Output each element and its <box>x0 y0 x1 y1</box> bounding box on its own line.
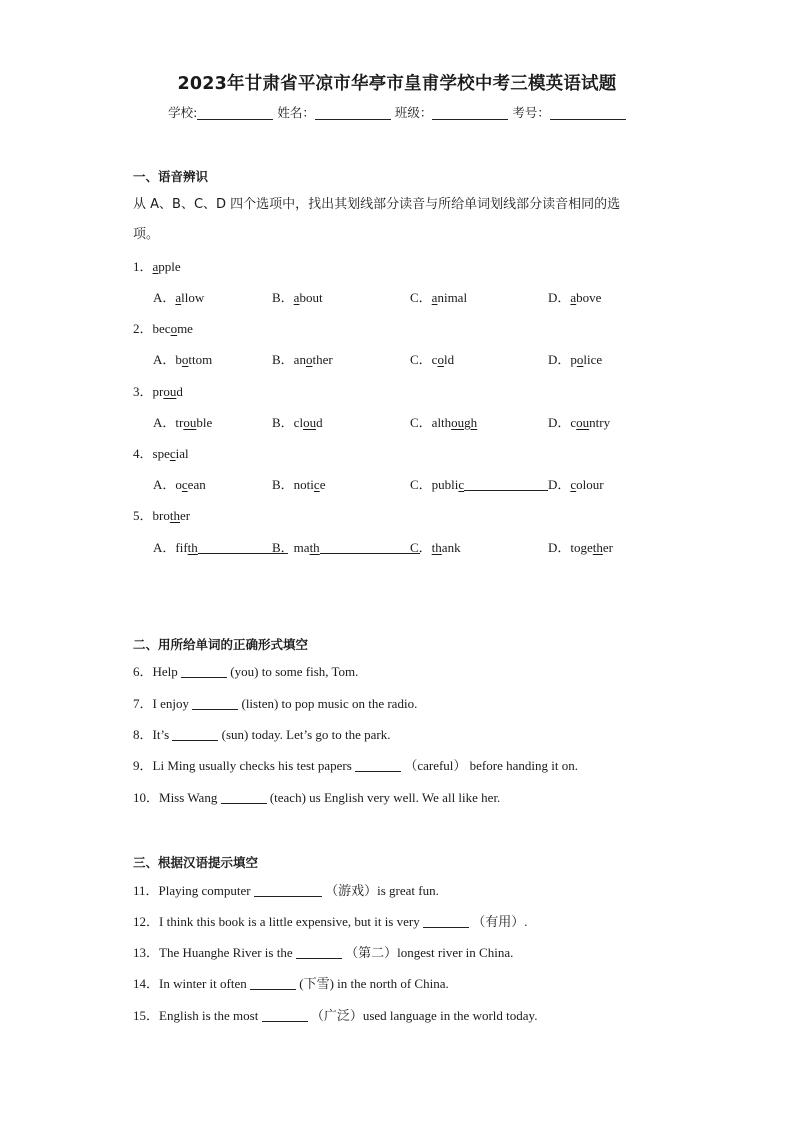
word-part: an <box>293 352 306 367</box>
underlined-part: a <box>152 259 159 274</box>
answer-blank[interactable] <box>192 697 238 710</box>
section-3-heading: 三、根据汉语提示填空 <box>133 855 259 870</box>
question-1 <box>133 256 181 275</box>
word-part: er <box>179 508 191 523</box>
underlined-part: ough <box>451 415 478 430</box>
word-part: d <box>316 415 323 430</box>
option-label: B． <box>272 540 294 555</box>
underlined-part: c <box>570 477 577 492</box>
option-label: D． <box>548 540 571 555</box>
underlined-part: o <box>181 352 189 367</box>
question-text: (you) to some fish, Tom. <box>227 664 359 679</box>
underlined-part: o <box>576 352 584 367</box>
answer-blank[interactable] <box>172 728 218 741</box>
word-part: cl <box>293 415 304 430</box>
question-5 <box>133 505 190 524</box>
question-number: 5． <box>133 508 153 523</box>
question-text: （广泛）used language in the world today. <box>307 1008 538 1023</box>
option-2-A[interactable] <box>153 349 212 368</box>
option-label: B． <box>272 415 294 430</box>
word-part: noti <box>293 477 314 492</box>
class-label: 班级： <box>394 105 433 120</box>
option-5-D[interactable] <box>548 537 613 556</box>
option-label: C． <box>410 540 432 555</box>
answer-blank[interactable] <box>254 884 322 897</box>
answer-blank[interactable] <box>320 541 420 554</box>
underlined-part: c <box>181 477 188 492</box>
underlined-part: ou <box>576 415 590 430</box>
option-label: A． <box>153 477 176 492</box>
answer-blank[interactable] <box>423 915 469 928</box>
word-part: llow <box>181 290 205 305</box>
underlined-part: ou <box>163 384 177 399</box>
underlined-part: c <box>458 477 465 492</box>
word-part: spe <box>152 446 170 461</box>
question-number: 9． <box>133 758 153 773</box>
class-field[interactable] <box>432 105 508 120</box>
question-4 <box>133 443 189 462</box>
section-1-instruction-line2: 项。 <box>133 227 160 242</box>
underlined-part: ou <box>183 415 197 430</box>
option-label: B． <box>272 352 294 367</box>
option-4-B[interactable] <box>272 474 325 493</box>
question-text: Li Ming usually checks his test papers <box>152 758 356 773</box>
underlined-part: th <box>592 540 603 555</box>
question-number: 11． <box>133 883 159 898</box>
question-number: 7． <box>133 696 153 711</box>
school-field[interactable] <box>197 105 273 120</box>
page-title: 2023年甘肃省平凉市华亭市皇甫学校中考三模英语试题 <box>177 74 617 94</box>
word-part: er <box>602 540 614 555</box>
word-part: ntry <box>589 415 611 430</box>
question-number: 4． <box>133 446 153 461</box>
underlined-part: a <box>175 290 182 305</box>
underlined-part: ou <box>303 415 317 430</box>
option-label: C． <box>410 477 432 492</box>
word-part: lice <box>583 352 603 367</box>
word-part: ean <box>187 477 206 492</box>
fill-question-1 <box>133 661 358 680</box>
option-label: B． <box>272 477 294 492</box>
answer-blank[interactable] <box>464 478 548 491</box>
fill-question-3 <box>133 724 390 743</box>
option-label: C． <box>410 352 432 367</box>
option-label: B． <box>272 290 294 305</box>
word-part: nimal <box>437 290 468 305</box>
option-1-B[interactable] <box>272 287 323 306</box>
option-3-A[interactable] <box>153 412 212 431</box>
question-number: 14． <box>133 976 160 991</box>
option-5-B[interactable] <box>272 537 420 556</box>
option-2-B[interactable] <box>272 349 333 368</box>
question-text: （游戏）is great fun. <box>321 883 439 898</box>
option-4-C[interactable] <box>410 474 548 493</box>
question-number: 12． <box>133 914 160 929</box>
word-part: o <box>175 477 182 492</box>
hint-question-5 <box>133 1005 537 1024</box>
question-number: 13． <box>133 945 160 960</box>
underlined-part: c <box>169 446 176 461</box>
question-number: 2． <box>133 321 153 336</box>
underlined-part: th <box>431 540 442 555</box>
option-4-A[interactable] <box>153 474 206 493</box>
word-part: ank <box>441 540 461 555</box>
option-2-C[interactable] <box>410 349 454 368</box>
word-part: olour <box>576 477 604 492</box>
question-3 <box>133 381 183 400</box>
word-part: tr <box>175 415 184 430</box>
answer-blank[interactable] <box>250 977 296 990</box>
question-text: English is the most <box>159 1008 262 1023</box>
underlined-part: a <box>570 290 577 305</box>
question-text: Miss Wang <box>159 790 221 805</box>
option-label: D． <box>548 415 571 430</box>
word-part: c <box>570 415 577 430</box>
question-text: Playing computer <box>158 883 254 898</box>
answer-blank[interactable] <box>221 791 267 804</box>
question-text: In winter it often <box>159 976 250 991</box>
option-label: D． <box>548 290 571 305</box>
question-number: 15． <box>133 1008 160 1023</box>
option-4-D[interactable] <box>548 474 604 493</box>
word-part: publi <box>431 477 459 492</box>
word-part: pr <box>152 384 164 399</box>
question-number: 8． <box>133 727 153 742</box>
school-label: 学校: <box>168 105 198 120</box>
underlined-part: th <box>169 508 180 523</box>
fill-question-4 <box>133 755 578 774</box>
hint-question-2 <box>133 911 527 930</box>
question-number: 10． <box>133 790 160 805</box>
answer-blank[interactable] <box>181 665 227 678</box>
fill-question-2 <box>133 693 417 712</box>
option-3-B[interactable] <box>272 412 323 431</box>
underlined-part: a <box>431 290 438 305</box>
answer-blank[interactable] <box>355 759 401 772</box>
underlined-part: a <box>293 290 300 305</box>
option-5-C[interactable] <box>410 537 461 556</box>
option-label: A． <box>153 415 176 430</box>
question-number: 3． <box>133 384 153 399</box>
question-text: It’s <box>152 727 173 742</box>
question-text: I enjoy <box>152 696 193 711</box>
word-part: pple <box>158 259 181 274</box>
answer-blank[interactable] <box>296 946 342 959</box>
section-1-instruction-line1: 从 A、B、C、D 四个选项中，找出其划线部分读音与所给单词划线部分读音相同的选 <box>133 197 621 212</box>
option-label: C． <box>410 415 432 430</box>
word-part: ma <box>293 540 310 555</box>
option-1-A[interactable] <box>153 287 204 306</box>
question-text: （有用）. <box>468 914 528 929</box>
question-text: Help <box>152 664 182 679</box>
word-part: bove <box>576 290 602 305</box>
option-label: A． <box>153 290 176 305</box>
option-label: D． <box>548 352 571 367</box>
word-part: ther <box>312 352 333 367</box>
option-label: C． <box>410 290 432 305</box>
question-text: (sun) today. Let’s go to the park. <box>218 727 391 742</box>
underlined-part: o <box>170 321 178 336</box>
question-text: (listen) to pop music on the radio. <box>238 696 418 711</box>
fill-question-5 <box>133 787 500 806</box>
question-number: 6． <box>133 664 153 679</box>
question-text: （第二）longest river in China. <box>341 945 514 960</box>
underlined-part: th <box>187 540 198 555</box>
number-field[interactable] <box>550 105 626 120</box>
word-part: fif <box>175 540 188 555</box>
option-1-D[interactable] <box>548 287 601 306</box>
word-part: ial <box>175 446 189 461</box>
word-part: bout <box>299 290 323 305</box>
hint-question-3 <box>133 942 513 961</box>
word-part: e <box>319 477 326 492</box>
underlined-part: o <box>305 352 313 367</box>
hint-question-4 <box>133 973 449 992</box>
section-1-heading: 一、语音辨识 <box>133 169 209 184</box>
word-part: c <box>431 352 438 367</box>
question-text: （careful） before handing it on. <box>401 758 578 773</box>
word-part: alth <box>431 415 452 430</box>
underlined-part: th <box>309 540 320 555</box>
question-text: (teach) us English very well. We all like her. <box>266 790 501 805</box>
option-3-C[interactable] <box>410 412 477 431</box>
answer-blank[interactable] <box>262 1009 308 1022</box>
question-number: 1． <box>133 259 153 274</box>
underlined-part: o <box>437 352 444 367</box>
word-part: toge <box>570 540 593 555</box>
word-part: p <box>570 352 577 367</box>
option-1-C[interactable] <box>410 287 467 306</box>
section-2-heading: 二、用所给单词的正确形式填空 <box>133 637 309 652</box>
question-text: I think this book is a little expensive, but it is very <box>159 914 423 929</box>
word-part: bec <box>152 321 171 336</box>
question-2 <box>133 318 193 337</box>
word-part: ld <box>443 352 455 367</box>
option-3-D[interactable] <box>548 412 610 431</box>
word-part: ttom <box>188 352 213 367</box>
option-5-A[interactable] <box>153 537 288 556</box>
question-text: The Huanghe River is the <box>159 945 296 960</box>
word-part: d <box>176 384 183 399</box>
hint-question-1 <box>133 880 439 899</box>
option-label: A． <box>153 540 176 555</box>
word-part: bro <box>152 508 170 523</box>
student-info-line <box>0 103 794 121</box>
option-2-D[interactable] <box>548 349 602 368</box>
word-part: me <box>177 321 193 336</box>
name-label: 姓名： <box>277 105 315 120</box>
option-label: D． <box>548 477 571 492</box>
underlined-part: c <box>313 477 320 492</box>
number-label: 考号： <box>512 105 550 120</box>
name-field[interactable] <box>315 105 391 120</box>
option-label: A． <box>153 352 176 367</box>
word-part: b <box>175 352 182 367</box>
word-part: ble <box>196 415 213 430</box>
question-text: (下雪) in the north of China. <box>296 976 449 991</box>
